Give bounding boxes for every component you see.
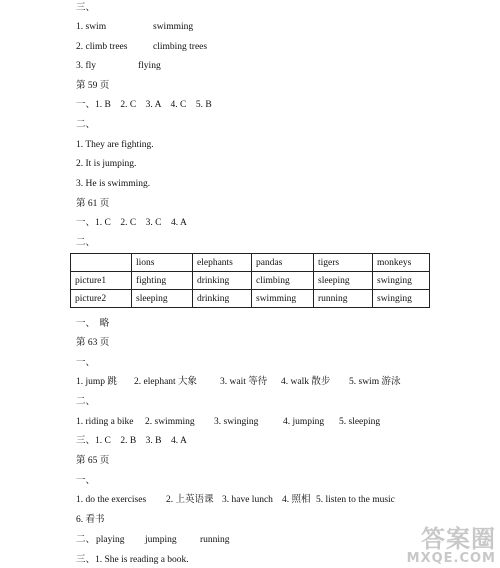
p63-section-1-answers: [76, 376, 400, 388]
p65-section-3: 三、1. She is reading a book.: [76, 555, 189, 565]
p61-omitted-note: 一、 略: [76, 319, 110, 329]
answer-item: 5. swim 游泳: [349, 377, 401, 387]
table-cell: tigers: [314, 254, 373, 272]
table-cell: picture1: [71, 272, 132, 290]
answer-item: 4. jumping: [283, 417, 325, 427]
p59-section-1: 一、1. B 2. C 3. A 4. C 5. B: [76, 100, 212, 110]
table-row: [71, 272, 430, 290]
p63-section-3: 三、1. C 2. B 3. B 4. A: [76, 436, 187, 446]
answer-item: 5. listen to the music: [316, 495, 395, 505]
table-cell: swinging: [373, 272, 430, 290]
page-heading-65: 第 65 页: [76, 456, 110, 466]
table-cell: sleeping: [314, 272, 373, 290]
answer-item: running: [200, 535, 230, 545]
section-3-heading: 三、: [76, 3, 96, 13]
page-heading-63: 第 63 页: [76, 338, 110, 348]
table-cell: fighting: [132, 272, 193, 290]
table-cell: drinking: [193, 290, 252, 308]
table-cell: [71, 254, 132, 272]
p63-section-2-heading: 二、: [76, 397, 96, 407]
table-cell: lions: [132, 254, 193, 272]
answer-item: 4. 照相: [282, 495, 311, 505]
answer-ing: climbing trees: [153, 42, 208, 52]
table-cell: swinging: [373, 290, 430, 308]
answer-item: jumping: [145, 535, 177, 545]
p59-sentence: 3. He is swimming.: [76, 179, 151, 189]
answer-item: 3. have lunch: [222, 495, 273, 505]
answer-item: 2. swimming: [145, 417, 195, 427]
answer-base: 1. swim: [76, 22, 107, 32]
table-cell: drinking: [193, 272, 252, 290]
answer-ing: flying: [138, 61, 161, 71]
table-cell: elephants: [193, 254, 252, 272]
answer-item: 3. swinging: [214, 417, 259, 427]
p59-sentence: 1. They are fighting.: [76, 140, 154, 150]
answer-base: 3. fly: [76, 61, 97, 71]
table-row: [71, 290, 430, 308]
answer-item: 1. jump 跳: [76, 377, 117, 387]
answer-line: [76, 41, 207, 53]
answer-item: 4. walk 散步: [281, 377, 331, 387]
p63-section-1-heading: 一、: [76, 358, 96, 368]
answer-line: [76, 60, 161, 72]
answer-item: 1. do the exercises: [76, 495, 147, 505]
table-header-row: [71, 254, 430, 272]
table-cell: pandas: [252, 254, 314, 272]
table-cell: swimming: [252, 290, 314, 308]
site-watermark: [400, 526, 496, 568]
p65-section-1-heading: 一、: [76, 476, 96, 486]
answer-item: 2. 上英语课: [166, 495, 214, 505]
answer-ing: swimming: [153, 22, 194, 32]
answer-item: playing: [96, 535, 125, 545]
table-cell: monkeys: [373, 254, 430, 272]
table-cell: running: [314, 290, 373, 308]
answer-item: 5. sleeping: [339, 417, 381, 427]
p65-section-2: [76, 534, 230, 546]
p61-section-1: 一、1. C 2. C 3. C 4. A: [76, 218, 187, 228]
table-cell: sleeping: [132, 290, 193, 308]
page-heading-61: 第 61 页: [76, 199, 110, 209]
p59-section-2-heading: 二、: [76, 120, 96, 130]
section-label: 二、: [76, 535, 96, 545]
table-cell: climbing: [252, 272, 314, 290]
table-cell: picture2: [71, 290, 132, 308]
watermark-logo-text: 答案圈: [421, 525, 496, 553]
p65-section-1-answers: [76, 494, 395, 506]
answer-table: [70, 253, 430, 308]
page-heading-59: 第 59 页: [76, 81, 110, 91]
answer-item: 1. riding a bike: [76, 417, 134, 427]
answer-item: 3. wait 等待: [220, 377, 268, 387]
p63-section-2-answers: [76, 416, 380, 428]
answer-item: 2. elephant 大象: [134, 377, 198, 387]
p65-section-1-item-6: 6. 看书: [76, 515, 105, 525]
answer-line: [76, 21, 193, 33]
p59-sentence: 2. It is jumping.: [76, 159, 137, 169]
watermark-domain: MXQE.COM: [406, 551, 496, 566]
answer-base: 2. climb trees: [76, 42, 128, 52]
p61-section-2-heading: 二、: [76, 238, 96, 248]
